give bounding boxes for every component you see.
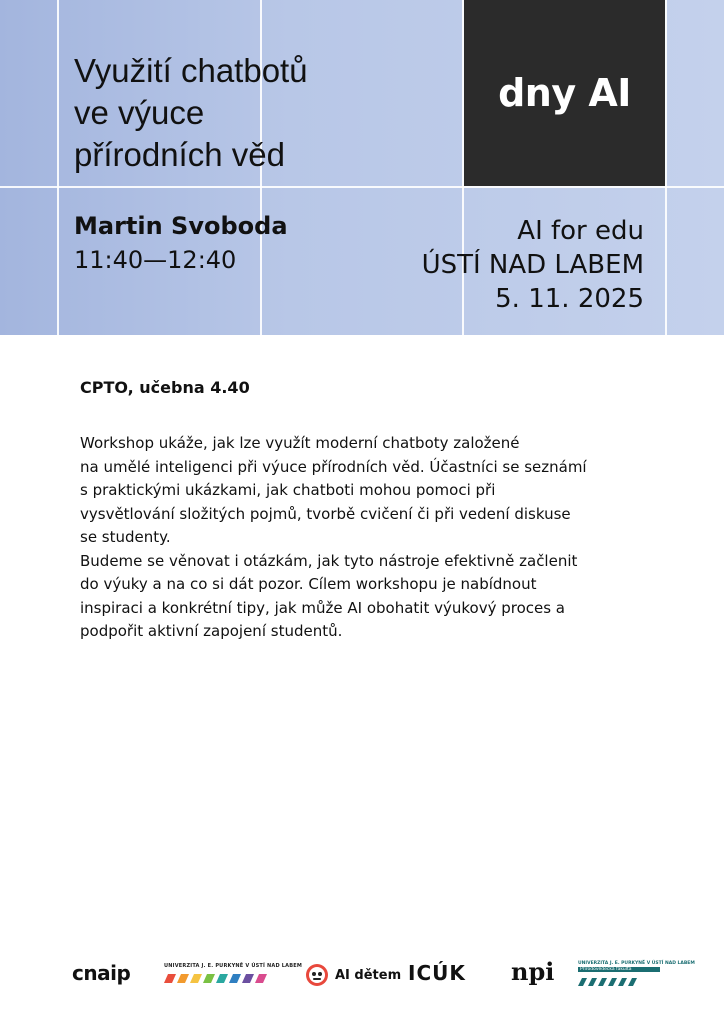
ujep-logo-text: UNIVERZITA J. E. PURKYNĚ V ÚSTÍ NAD LABEM xyxy=(164,963,303,969)
grid-line xyxy=(57,0,59,335)
event-date: 5. 11. 2025 xyxy=(495,284,644,314)
icuk-logo: ICÚK xyxy=(408,961,466,985)
speaker-name: Martin Svoboda xyxy=(74,212,288,240)
title-line: ve výuce xyxy=(74,94,205,131)
faculty-label: Přírodovědecká fakulta xyxy=(578,967,660,972)
brand-box xyxy=(464,0,665,186)
ai-detem-logo xyxy=(305,963,401,987)
ujep-faculty-text: UNIVERZITA J. E. PURKYNĚ V ÚSTÍ NAD LABEM xyxy=(578,961,695,966)
ujep-faculty-logo xyxy=(578,961,695,991)
event-name: AI for edu xyxy=(517,216,644,246)
ujep-logo xyxy=(164,963,303,988)
cnaip-logo: cnaip xyxy=(72,961,131,985)
workshop-title xyxy=(74,50,308,176)
ai-detem-label: AI dětem xyxy=(335,967,402,983)
title-line: Využití chatbotů xyxy=(74,52,308,89)
grid-line xyxy=(0,186,724,188)
faculty-stripes-icon xyxy=(578,977,660,987)
session-time: 11:40—12:40 xyxy=(74,246,237,274)
ujep-stripes-icon xyxy=(164,972,276,984)
header-band xyxy=(0,0,724,335)
description-paragraph: Workshop ukáže, jak lze využít moderní chatboty založené na umělé inteligenci při výuce přírodních věd. Účastníci se seznámí s praktickými ukázkami, jak chatboti mohou pomoci při vysvětlování složitých pojmů, tvorbě cvičení či při vedení diskuse se studenty. xyxy=(80,434,587,546)
partner-logos xyxy=(0,955,724,995)
title-line: přírodních věd xyxy=(74,136,285,173)
grid-line xyxy=(665,0,667,335)
event-info xyxy=(422,214,644,316)
robot-face-icon xyxy=(305,963,329,987)
npi-logo: npi xyxy=(511,957,555,986)
room-location: CPTO, učebna 4.40 xyxy=(80,378,250,397)
description-paragraph: Budeme se věnovat i otázkám, jak tyto nástroje efektivně začlenit do výuky a na co si dát pozor. Cílem workshopu je nabídnout inspiraci a konkrétní tipy, jak může AI obohatit výukový proces a podpořit aktivní zapojení studentů. xyxy=(80,551,578,640)
event-city: ÚSTÍ NAD LABEM xyxy=(421,250,644,280)
brand-logo: dny AI xyxy=(498,71,631,115)
workshop-description xyxy=(80,432,680,644)
